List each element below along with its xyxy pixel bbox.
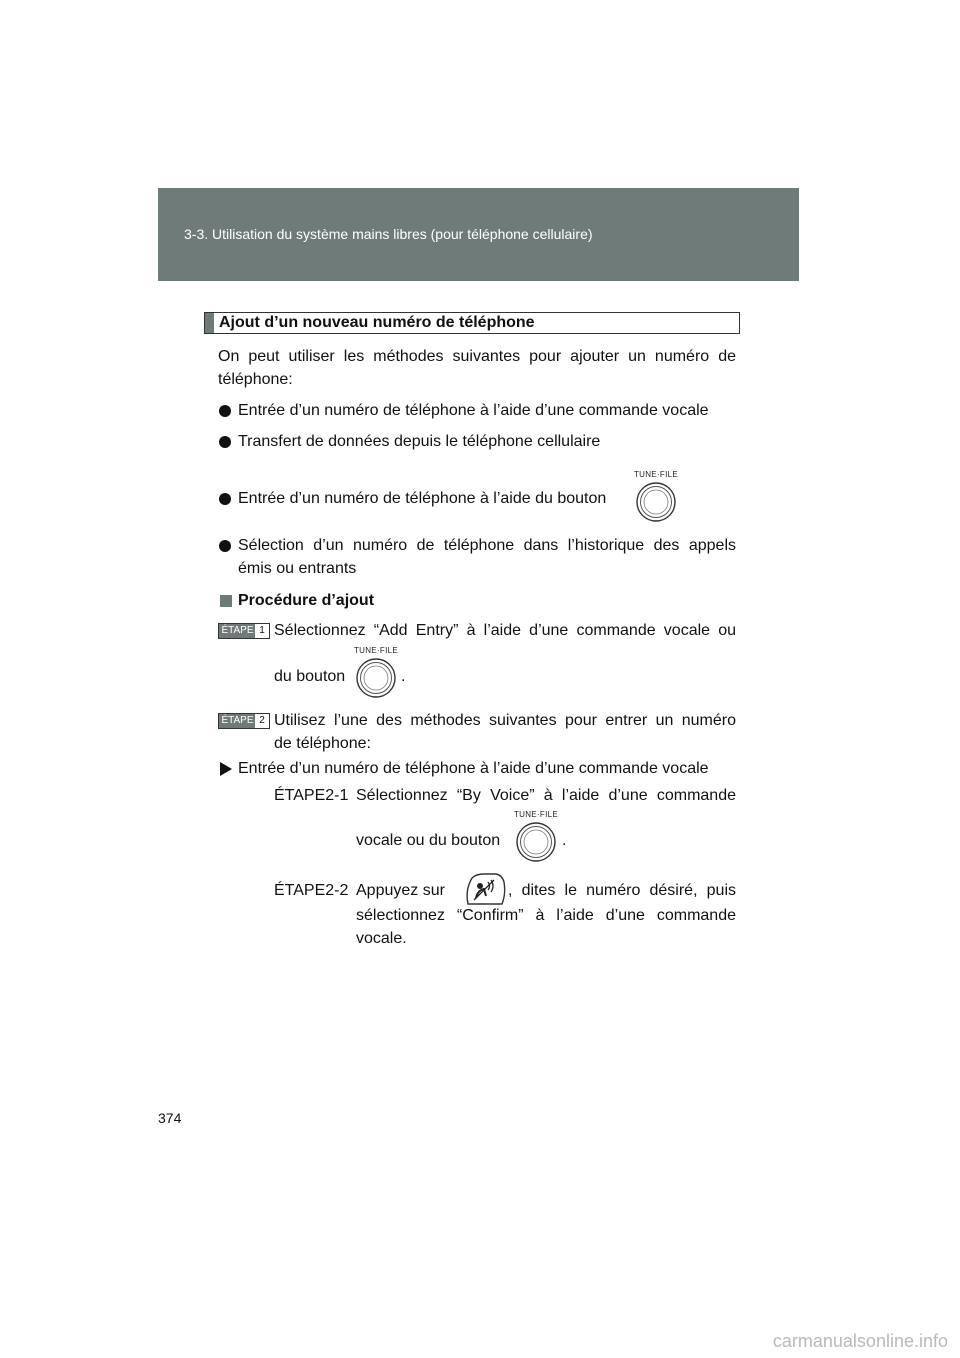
substep-2-2-line-2: sélectionnez “Confirm” à l’aide d’une commande bbox=[356, 907, 736, 924]
bullet-history-line-2: émis ou entrants bbox=[238, 560, 357, 577]
procedure-heading: Procédure d’ajout bbox=[238, 592, 375, 609]
bullet-history-line-1: Sélection d’un numéro de téléphone dans l’historique des appels bbox=[238, 537, 736, 554]
watermark: carmanualsonline.info bbox=[772, 1331, 948, 1351]
substep-2-2-line-1-after: , dites le numéro désiré, puis bbox=[508, 882, 736, 899]
step-2-line-1: Utilisez l’une des méthodes suivantes pour entrer un numéro bbox=[274, 712, 736, 729]
chapter-header bbox=[158, 188, 799, 281]
tune-file-knob-icon bbox=[510, 810, 562, 866]
substep-2-1-line-1: Sélectionnez “By Voice” à l’aide d’une commande bbox=[356, 787, 736, 804]
step-badge-label: ÉTAPE bbox=[219, 714, 256, 728]
section-title-accent bbox=[205, 313, 214, 333]
bullet-voice-entry: Entrée d’un numéro de téléphone à l’aide d’une commande vocale bbox=[238, 402, 709, 419]
substep-2-1-line-2-after: . bbox=[562, 832, 567, 849]
page-number: 374 bbox=[158, 1110, 182, 1126]
section-title: Ajout d’un nouveau numéro de téléphone bbox=[219, 314, 535, 331]
step-badge-number: 2 bbox=[255, 714, 269, 728]
knob-label: TUNE·FILE bbox=[633, 470, 679, 479]
substep-2-1-label: ÉTAPE2-1 bbox=[274, 787, 349, 804]
knob-label: TUNE·FILE bbox=[353, 646, 399, 655]
substep-2-2-label: ÉTAPE2-2 bbox=[274, 882, 349, 899]
bullet-dot bbox=[219, 436, 231, 448]
section-title-box bbox=[204, 312, 740, 334]
tune-file-knob-icon bbox=[350, 646, 402, 702]
tune-file-knob-icon bbox=[630, 470, 682, 526]
step-2-line-2: de téléphone: bbox=[274, 735, 371, 752]
substep-2-2-line-1-before: Appuyez sur bbox=[356, 882, 445, 899]
substep-2-2-line-3: vocale. bbox=[356, 930, 407, 947]
step-1-line-1: Sélectionnez “Add Entry” à l’aide d’une commande vocale ou bbox=[274, 622, 736, 639]
substep-2-1-line-2-before: vocale ou du bouton bbox=[356, 832, 501, 849]
step-2-badge bbox=[218, 713, 270, 729]
bullet-dot bbox=[219, 493, 231, 505]
bullet-knob-entry: Entrée d’un numéro de téléphone à l’aide du bouton bbox=[238, 490, 607, 507]
talk-switch-icon bbox=[462, 872, 508, 908]
method-arrow-icon bbox=[220, 762, 232, 776]
step-badge-label: ÉTAPE bbox=[219, 624, 256, 638]
procedure-marker bbox=[220, 595, 232, 607]
bullet-dot bbox=[219, 405, 231, 417]
bullet-transfer: Transfert de données depuis le téléphone cellulaire bbox=[238, 433, 601, 450]
step-1-badge bbox=[218, 623, 270, 639]
intro-line-2: téléphone: bbox=[218, 371, 293, 388]
step-1-line-2-after: . bbox=[401, 668, 406, 685]
step-badge-number: 1 bbox=[255, 624, 269, 638]
bullet-dot bbox=[219, 540, 231, 552]
method-title: Entrée d’un numéro de téléphone à l’aide d’une commande vocale bbox=[238, 760, 709, 777]
step-1-line-2-before: du bouton bbox=[274, 668, 346, 685]
chapter-title: 3-3. Utilisation du système mains libres (pour téléphone cellulaire) bbox=[184, 226, 593, 242]
knob-label: TUNE·FILE bbox=[513, 810, 559, 819]
intro-line-1: On peut utiliser les méthodes suivantes pour ajouter un numéro de bbox=[218, 348, 736, 365]
